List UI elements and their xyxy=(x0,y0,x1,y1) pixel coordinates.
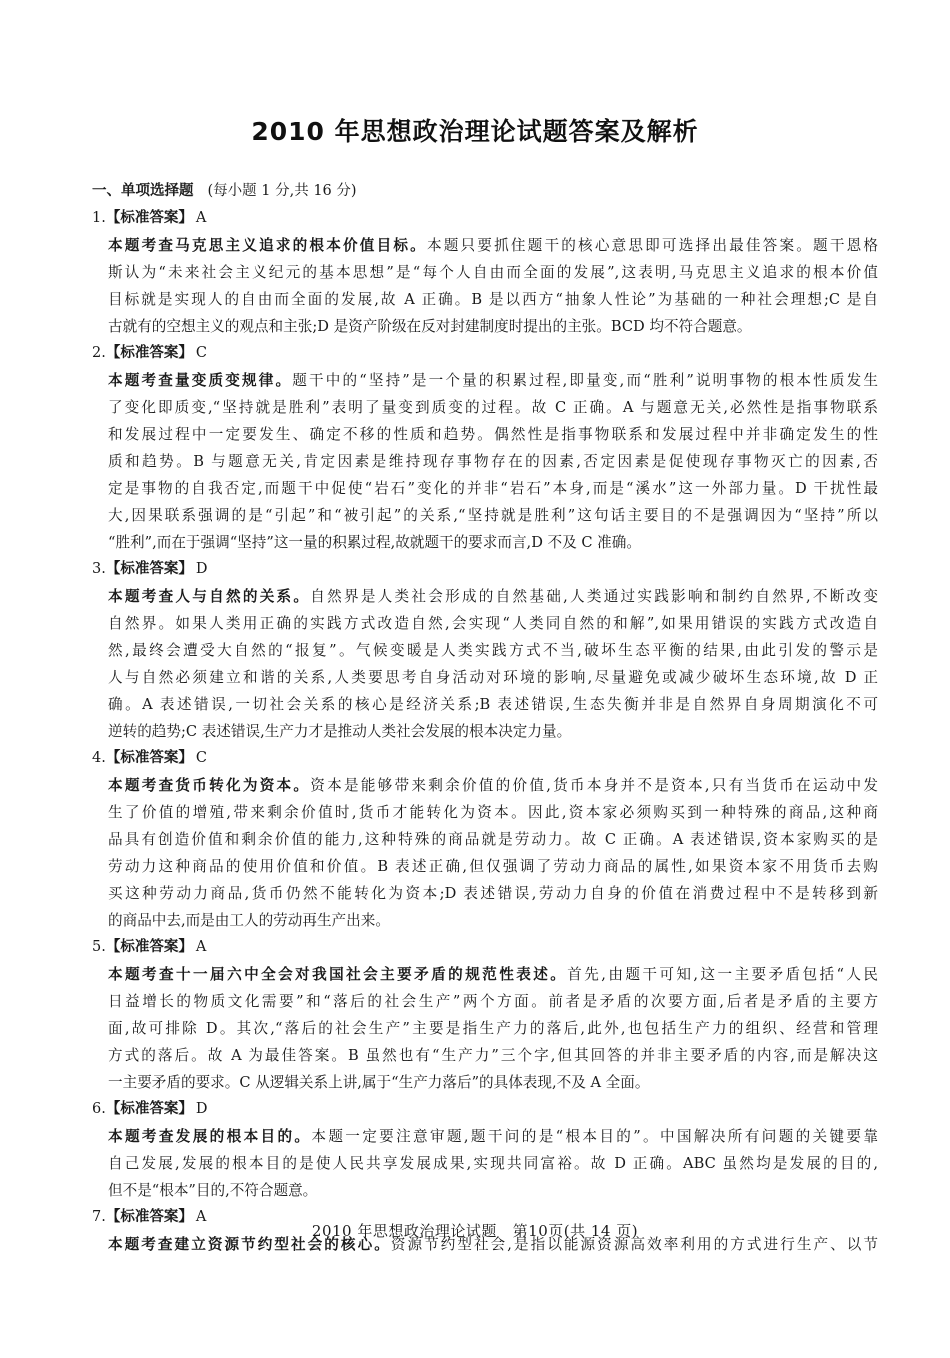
question-explanation xyxy=(108,583,878,745)
explanation-line: 劳动力这种商品的使用价值和价值。B 表述正确,但仅强调了劳动力商品的属性,如果资本家不用货币去购 xyxy=(108,858,878,875)
question-answer-label xyxy=(92,1096,879,1123)
question-number: 7. xyxy=(92,1209,106,1225)
question-number: 5. xyxy=(92,939,106,955)
answer-letter: A xyxy=(195,210,207,226)
question-item xyxy=(92,340,879,556)
page-footer xyxy=(0,1220,950,1241)
explanation-line: 自己发展,发展的根本目的是使人民共享发展成果,实现共同富裕。故 D 正确。ABC 虽然均是发展的目的, xyxy=(108,1155,878,1172)
explanation-topic: 本题考查发展的根本目的。 xyxy=(108,1128,312,1145)
explanation-text: 题干中的“坚持”是一个量的积累过程,即量变,而“胜利”说明事物的根本性质发生 xyxy=(292,372,878,389)
section-title: 一、单项选择题 xyxy=(92,183,194,199)
standard-answer-tag: 【标准答案】 xyxy=(105,750,193,766)
explanation-line: 了变化即质变,“坚持就是胜利”表明了量变到质变的过程。故 C 正确。A 与题意无关,必然性是指事物联系 xyxy=(108,399,878,416)
question-number: 4. xyxy=(92,750,106,766)
explanation-topic: 本题考查人与自然的关系。 xyxy=(108,588,311,605)
answer-letter: D xyxy=(195,1101,208,1117)
explanation-text: 首先,由题干可知,这一主要矛盾包括“人民 xyxy=(567,966,878,983)
explanation-line: 和发展过程中一定要发生、确定不移的性质和趋势。偶然性是指事物联系和发展过程中并非确定发生的性 xyxy=(108,426,878,443)
answer-letter: C xyxy=(195,750,207,766)
standard-answer-tag: 【标准答案】 xyxy=(105,345,193,361)
explanation-line: 然,最终会遭受大自然的“报复”。气候变暖是人类实践方式不当,破坏生态平衡的结果,由此引发的警示是 xyxy=(108,642,878,659)
standard-answer-tag: 【标准答案】 xyxy=(105,1101,193,1117)
question-item xyxy=(92,556,879,745)
question-answer-label xyxy=(92,205,879,232)
explanation-topic: 本题考查量变质变规律。 xyxy=(108,372,293,389)
explanation-line: 确。A 表述错误,一切社会关系的核心是经济关系;B 表述错误,生态失衡并非是自然界自身周期演化不可 xyxy=(108,696,878,713)
question-number: 1. xyxy=(92,210,106,226)
explanation-line: 买这种劳动力商品,货币仍然不能转化为资本;D 表述错误,劳动力自身的价值在消费过程中不是转移到新 xyxy=(108,885,878,902)
question-explanation xyxy=(108,772,878,934)
question-number: 6. xyxy=(92,1101,106,1117)
question-explanation xyxy=(108,367,878,556)
explanation-line: 质和趋势。B 与题意无关,肯定因素是维持现存事物存在的因素,否定因素是促使现存事物灭亡的因素,否 xyxy=(108,453,878,470)
page-title: 2010 年思想政治理论试题答案及解析 xyxy=(251,117,699,146)
standard-answer-tag: 【标准答案】 xyxy=(105,1209,193,1225)
explanation-line: 古就有的空想主义的观点和主张;D 是资产阶级在反对封建制度时提出的主张。BCD 均不符合题意。 xyxy=(108,318,752,335)
explanation-line xyxy=(108,583,878,610)
explanation-line: 面,故可排除 D。其次,“落后的社会生产”主要是指生产力的落后,此外,也包括生产力的组织、经营和管理 xyxy=(108,1020,878,1037)
explanation-line: 的商品中去,而是由工人的劳动再生产出来。 xyxy=(108,912,390,929)
question-answer-label xyxy=(92,556,879,583)
question-explanation xyxy=(108,232,878,340)
standard-answer-tag: 【标准答案】 xyxy=(105,210,193,226)
answer-letter: D xyxy=(195,561,208,577)
explanation-line: 大,因果联系强调的是“引起”和“被引起”的关系,“坚持就是胜利”这句话主要目的不是强调因为“坚持”所以 xyxy=(108,507,878,524)
explanation-line: 生了价值的增殖,带来剩余价值时,货币才能转化为资本。因此,资本家必须购买到一种特殊的商品,这种商 xyxy=(108,804,878,821)
standard-answer-tag: 【标准答案】 xyxy=(105,561,193,577)
explanation-line: 日益增长的物质文化需要”和“落后的社会生产”两个方面。前者是矛盾的次要方面,后者是矛盾的主要方 xyxy=(108,993,878,1010)
explanation-text: 自然界是人类社会形成的自然基础,人类通过实践影响和制约自然界,不断改变 xyxy=(310,588,878,605)
answer-letter: A xyxy=(195,939,207,955)
question-number: 3. xyxy=(92,561,106,577)
explanation-topic: 本题考查马克思主义追求的根本价值目标。 xyxy=(108,237,427,254)
question-answer-label xyxy=(92,340,879,367)
footer-page-number: 第10页(共 14 页) xyxy=(512,1222,639,1240)
question-answer-label xyxy=(92,934,879,961)
explanation-line xyxy=(108,232,878,259)
explanation-line xyxy=(108,961,878,988)
question-explanation xyxy=(108,961,878,1096)
question-item xyxy=(92,205,879,340)
standard-answer-tag: 【标准答案】 xyxy=(105,939,193,955)
question-item xyxy=(92,934,879,1096)
answer-letter: A xyxy=(195,1209,207,1225)
explanation-text: 本题一定要注意审题,题干问的是“根本目的”。中国解决所有问题的关键要靠 xyxy=(311,1128,878,1145)
explanation-line: “胜利”,而在于强调“坚持”这一量的积累过程,故就题干的要求而言,D 不及 C 准确。 xyxy=(108,534,641,551)
explanation-line: 自然界。如果人类用正确的实践方式改造自然,会实现“人类同自然的和解”,如果用错误的实践方式改造自 xyxy=(108,615,878,632)
question-item xyxy=(92,1096,879,1204)
explanation-topic: 本题考查建立资源节约型社会的核心。 xyxy=(108,1236,391,1253)
explanation-text: 本题只要抓住题干的核心意思即可选择出最佳答案。题干恩格 xyxy=(426,237,878,254)
explanation-line: 目标就是实现人的自由而全面的发展,故 A 正确。B 是以西方“抽象人性论”为基础的一种社会理想;C 是自 xyxy=(108,291,878,308)
explanation-line: 逆转的趋势;C 表述错误,生产力才是推动人类社会发展的根本决定力量。 xyxy=(108,723,572,740)
explanation-line xyxy=(108,772,878,799)
question-list xyxy=(92,205,879,1258)
explanation-text: 资源节约型社会,是指以能源资源高效率利用的方式进行生产、以节 xyxy=(390,1236,878,1253)
document-body xyxy=(92,178,879,1258)
explanation-text: 资本是能够带来剩余价值的价值,货币本身并不是资本,只有当货币在运动中发 xyxy=(310,777,878,794)
footer-title: 2010 年思想政治理论试题 xyxy=(311,1222,497,1240)
section-header xyxy=(92,178,879,205)
explanation-line xyxy=(108,1123,878,1150)
explanation-line: 斯认为“未来社会主义纪元的基本思想”是“每个人自由而全面的发展”,这表明,马克思主义追求的根本价值 xyxy=(108,264,878,281)
explanation-line: 品具有创造价值和剩余价值的能力,这种特殊的商品就是劳动力。故 C 正确。A 表述错误,资本家购买的是 xyxy=(108,831,878,848)
section-note: (每小题 1 分,共 16 分) xyxy=(207,183,357,199)
question-explanation xyxy=(108,1123,878,1204)
explanation-line: 定是事物的自我否定,而题干中促使“岩石”变化的并非“岩石”本身,而是“溪水”这一外部力量。D 干扰性最 xyxy=(108,480,878,497)
answer-letter: C xyxy=(195,345,207,361)
question-answer-label xyxy=(92,745,879,772)
question-number: 2. xyxy=(92,345,106,361)
explanation-line: 一主要矛盾的要求。C 从逻辑关系上讲,属于“生产力落后”的具体表现,不及 A 全面。 xyxy=(108,1074,650,1091)
explanation-topic: 本题考查货币转化为资本。 xyxy=(108,777,311,794)
explanation-line: 但不是“根本”目的,不符合题意。 xyxy=(108,1182,318,1199)
question-item xyxy=(92,745,879,934)
explanation-line xyxy=(108,367,878,394)
explanation-line: 方式的落后。故 A 为最佳答案。B 虽然也有“生产力”三个字,但其回答的并非主要矛盾的内容,而是解决这 xyxy=(108,1047,878,1064)
explanation-topic: 本题考查十一届六中全会对我国社会主要矛盾的规范性表述。 xyxy=(108,966,568,983)
explanation-line: 人与自然必须建立和谐的关系,人类要思考自身活动对环境的影响,尽量避免或减少破坏生态环境,故 D 正 xyxy=(108,669,878,686)
